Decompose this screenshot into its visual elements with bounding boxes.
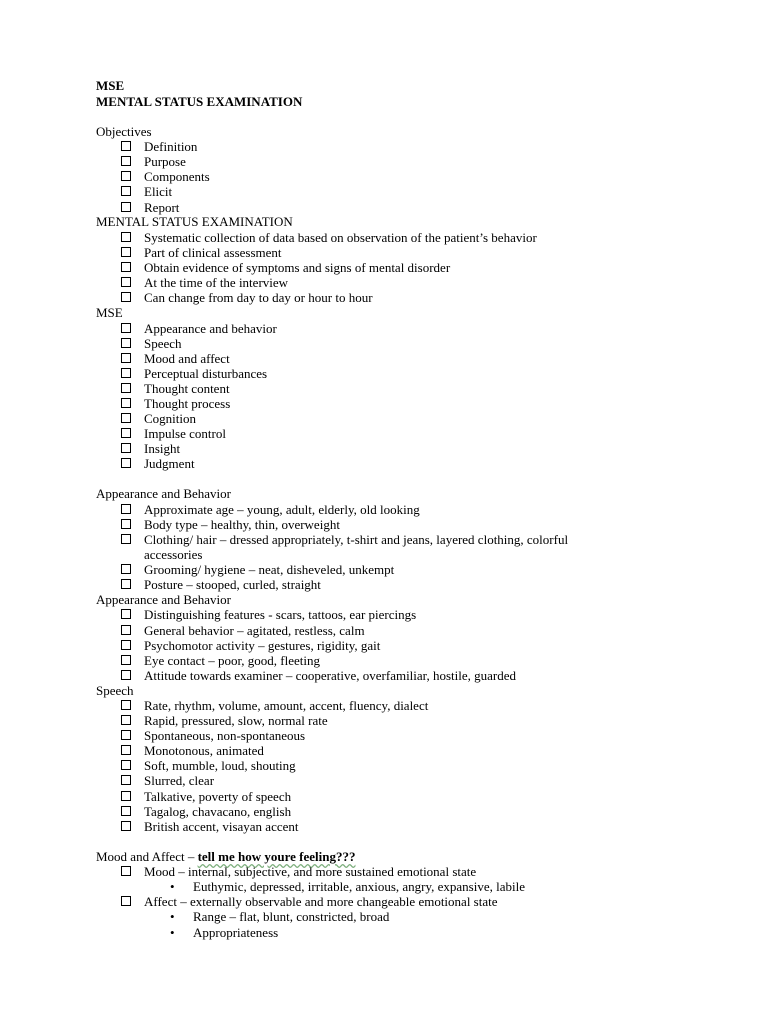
checkbox-icon bbox=[121, 353, 131, 363]
bullet-icon: • bbox=[170, 879, 175, 894]
section-heading-mse-definition: MENTAL STATUS EXAMINATION bbox=[96, 214, 293, 229]
checkbox-icon bbox=[121, 700, 131, 710]
checkbox-icon bbox=[121, 338, 131, 348]
checkbox-icon bbox=[121, 443, 131, 453]
checkbox-icon bbox=[121, 156, 131, 166]
checkbox-icon bbox=[121, 760, 131, 770]
checkbox-icon bbox=[121, 519, 131, 529]
checkbox-icon bbox=[121, 428, 131, 438]
section-heading-appearance: Appearance and Behavior bbox=[96, 592, 231, 607]
emphasis-prompt: tell me how youre feeling??? bbox=[197, 849, 356, 864]
section-heading-mood-affect: Mood and Affect – tell me how youre feeling??? bbox=[96, 849, 356, 864]
checkbox-icon bbox=[121, 609, 131, 619]
checkbox-icon bbox=[121, 806, 131, 816]
section-heading-mse: MSE bbox=[96, 305, 123, 320]
checkbox-icon bbox=[121, 292, 131, 302]
checkbox-icon bbox=[121, 564, 131, 574]
checkbox-icon bbox=[121, 791, 131, 801]
checkbox-icon bbox=[121, 821, 131, 831]
checkbox-icon bbox=[121, 398, 131, 408]
checkbox-icon bbox=[121, 730, 131, 740]
section-heading-objectives: Objectives bbox=[96, 124, 152, 139]
checkbox-icon bbox=[121, 413, 131, 423]
checkbox-icon bbox=[121, 775, 131, 785]
list-item-continuation: accessories bbox=[144, 547, 203, 562]
checkbox-icon bbox=[121, 186, 131, 196]
checkbox-icon bbox=[121, 262, 131, 272]
checkbox-icon bbox=[121, 745, 131, 755]
checkbox-icon bbox=[121, 368, 131, 378]
checkbox-icon bbox=[121, 458, 131, 468]
checkbox-icon bbox=[121, 534, 131, 544]
bullet-icon: • bbox=[170, 909, 175, 924]
checkbox-icon bbox=[121, 579, 131, 589]
checkbox-icon bbox=[121, 323, 131, 333]
checkbox-icon bbox=[121, 715, 131, 725]
checkbox-icon bbox=[121, 625, 131, 635]
document-page: MSE MENTAL STATUS EXAMINATION Objectives Definition Purpose Components Elicit Report MENTAL STATUS EXAMINATION Systematic collection of data based on observation of the patient’s behavior Part of clinical assessment Obtain evidence of symptoms and signs of mental disorder At the time of the interview Can change from day to day or hour to hour MSE Appearance and behavior Speech Mood and affect Perceptual disturbances Thought content Thought process Cognition Impulse control Insight Judgment Appearance and Behavior Approximate age – young, adult, elderly, old looking Body type – healthy, thin, overweight Clothing/ hair – dressed appropriately, t-shirt and jeans, layered clothing, colorful accessories Grooming/ hygiene – neat, disheveled, unkempt Posture – stooped, curled, straight Appearance and Behavior Distinguishing features - scars, tattoos, ear piercings General behavior – agitated, restless, calm Psychomotor activity – gestures, rigidity, gait Eye contact – poor, good, fleeting Attitude towards examiner – cooperative, overfamiliar, hostile, guarded Speech Rate, rhythm, volume, amount, accent, fluency, dialect Rapid, pressured, slow, normal rate Spontaneous, non-spontaneous Monotonous, animated Soft, mumble, loud, shouting Slurred, clear Talkative, poverty of speech Tagalog, chavacano, english British accent, visayan accent Mood and Affect – tell me how youre feeling??? Mood – internal, subjective, and more sustained emotional state • Euthymic, depressed, irritable, anxious, angry, expansive, labile Affect – externally observable and more changeable emotional state • Range – flat, blunt, constricted, broad • Appropriateness bbox=[96, 78, 569, 940]
checkbox-icon bbox=[121, 896, 131, 906]
checkbox-icon bbox=[121, 655, 131, 665]
checkbox-icon bbox=[121, 504, 131, 514]
checkbox-icon bbox=[121, 670, 131, 680]
checkbox-icon bbox=[121, 277, 131, 287]
checkbox-icon bbox=[121, 202, 131, 212]
doc-title: MENTAL STATUS EXAMINATION bbox=[96, 94, 303, 109]
section-heading-speech: Speech bbox=[96, 683, 134, 698]
checkbox-icon bbox=[121, 247, 131, 257]
bullet-icon: • bbox=[170, 925, 175, 940]
section-heading-appearance: Appearance and Behavior bbox=[96, 486, 231, 501]
checkbox-icon bbox=[121, 232, 131, 242]
checkbox-icon bbox=[121, 171, 131, 181]
checkbox-icon bbox=[121, 383, 131, 393]
checkbox-icon bbox=[121, 141, 131, 151]
checkbox-icon bbox=[121, 640, 131, 650]
checkbox-icon bbox=[121, 866, 131, 876]
doc-title-short: MSE bbox=[96, 78, 125, 93]
